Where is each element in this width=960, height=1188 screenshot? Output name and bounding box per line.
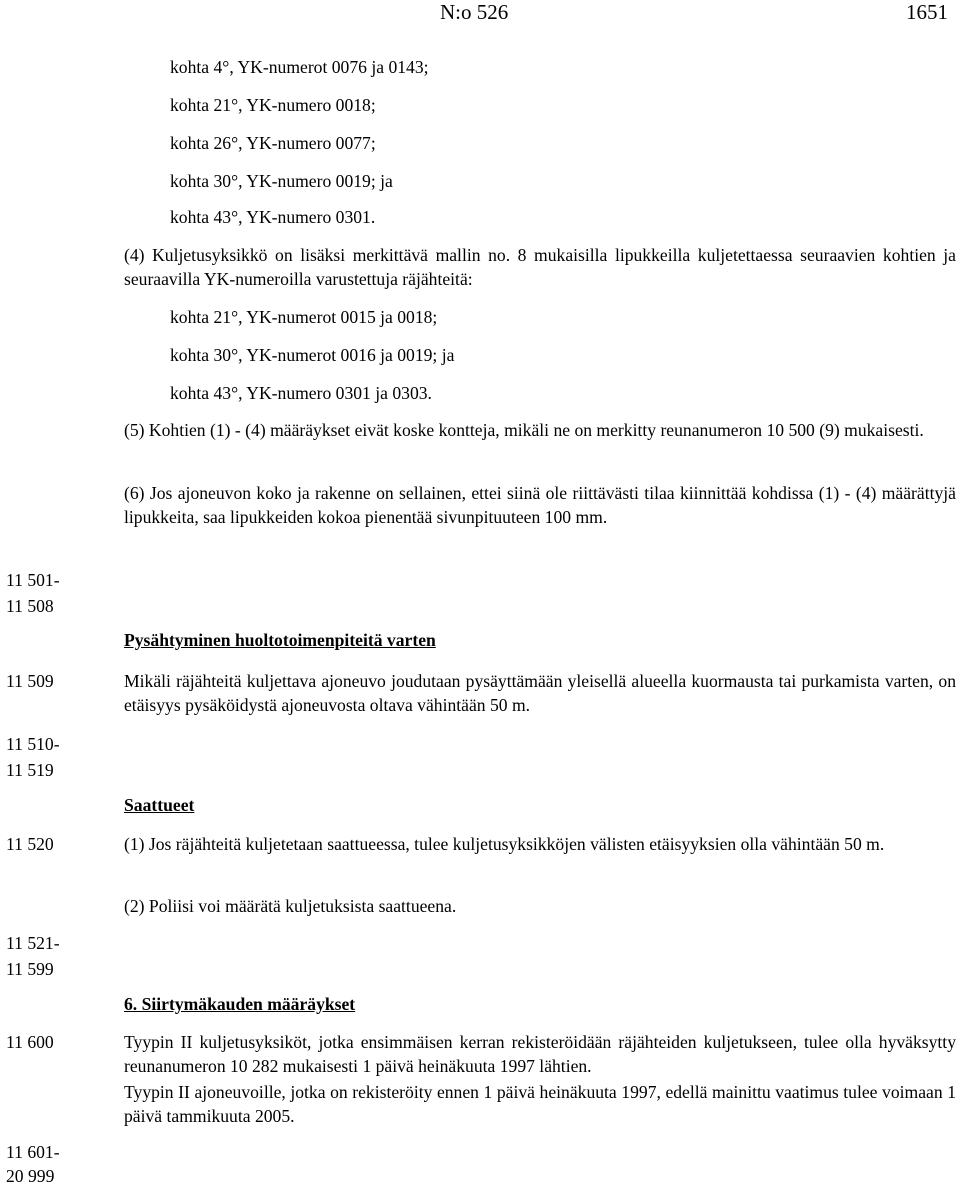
page-number: 1651 — [906, 0, 948, 24]
margin-number: 11 510- — [6, 734, 60, 754]
section-heading: Saattueet — [124, 795, 195, 815]
margin-number: 11 509 — [6, 671, 54, 691]
list-item: kohta 30°, YK-numero 0019; ja — [170, 171, 393, 191]
list-item: kohta 43°, YK-numero 0301. — [170, 207, 376, 227]
paragraph-11520-1: (1) Jos räjähteitä kuljetetaan saattueessa, tulee kuljetusyksikköjen välisten etäisyyksien olla vähintään 50 m. — [124, 834, 885, 854]
list-item: kohta 21°, YK-numerot 0015 ja 0018; — [170, 307, 438, 327]
paragraph-6: (6) Jos ajoneuvon koko ja rakenne on sellainen, ettei siinä ole riittävästi tilaa kiinnittää kohdissa (1) - (4) määrättyjä lipukkeita, saa lipukkeiden kokoa pienentää sivunpituuteen 100 mm. — [124, 483, 956, 527]
paragraph-11509: Mikäli räjähteitä kuljettava ajoneuvo joudutaan pysäyttämään yleisellä alueella kuormausta tai purkamista varten, on etäisyys pysäköidystä ajoneuvosta oltava vähintään 50 m. — [124, 671, 956, 715]
paragraph-4: (4) Kuljetusyksikkö on lisäksi merkittävä mallin no. 8 mukaisilla lipukkeilla kuljetettaessa seuraavien kohtien ja seuraavilla YK-numeroilla varustettuja räjähteitä: — [124, 245, 956, 289]
margin-number: 11 520 — [6, 834, 54, 854]
section-heading: Pysähtyminen huoltotoimenpiteitä varten — [124, 630, 436, 650]
paragraph-11600-1: Tyypin II kuljetusyksiköt, jotka ensimmäisen kerran rekisteröidään räjähteiden kuljetukseen, tulee olla hyväksytty reunanumeron 10 282 mukaisesti 1 päivä heinäkuuta 1997 lähtien. — [124, 1032, 956, 1076]
margin-number: 11 599 — [6, 959, 54, 979]
margin-number: 11 600 — [6, 1032, 54, 1052]
margin-number: 11 519 — [6, 760, 54, 780]
margin-number: 11 601- — [6, 1142, 60, 1162]
list-item: kohta 21°, YK-numero 0018; — [170, 95, 376, 115]
margin-number: 11 501- — [6, 570, 60, 590]
section-heading: 6. Siirtymäkauden määräykset — [124, 994, 356, 1014]
list-item: kohta 26°, YK-numero 0077; — [170, 133, 376, 153]
paragraph-11600-2: Tyypin II ajoneuvoille, jotka on rekisteröity ennen 1 päivä heinäkuuta 1997, edellä mainittu vaatimus tulee voimaan 1 päivä tammikuuta 2005. — [124, 1082, 956, 1126]
paragraph-11520-2: (2) Poliisi voi määrätä kuljetuksista saattueena. — [124, 896, 457, 916]
margin-number: 20 999 — [6, 1166, 55, 1186]
list-item: kohta 30°, YK-numerot 0016 ja 0019; ja — [170, 345, 455, 365]
list-item: kohta 43°, YK-numero 0301 ja 0303. — [170, 383, 432, 403]
list-item: kohta 4°, YK-numerot 0076 ja 0143; — [170, 57, 429, 77]
margin-number: 11 521- — [6, 933, 60, 953]
document-number: N:o 526 — [440, 0, 509, 24]
margin-number: 11 508 — [6, 596, 54, 616]
paragraph-5: (5) Kohtien (1) - (4) määräykset eivät koske kontteja, mikäli ne on merkitty reunanumeron 10 500 (9) mukaisesti. — [124, 420, 924, 440]
